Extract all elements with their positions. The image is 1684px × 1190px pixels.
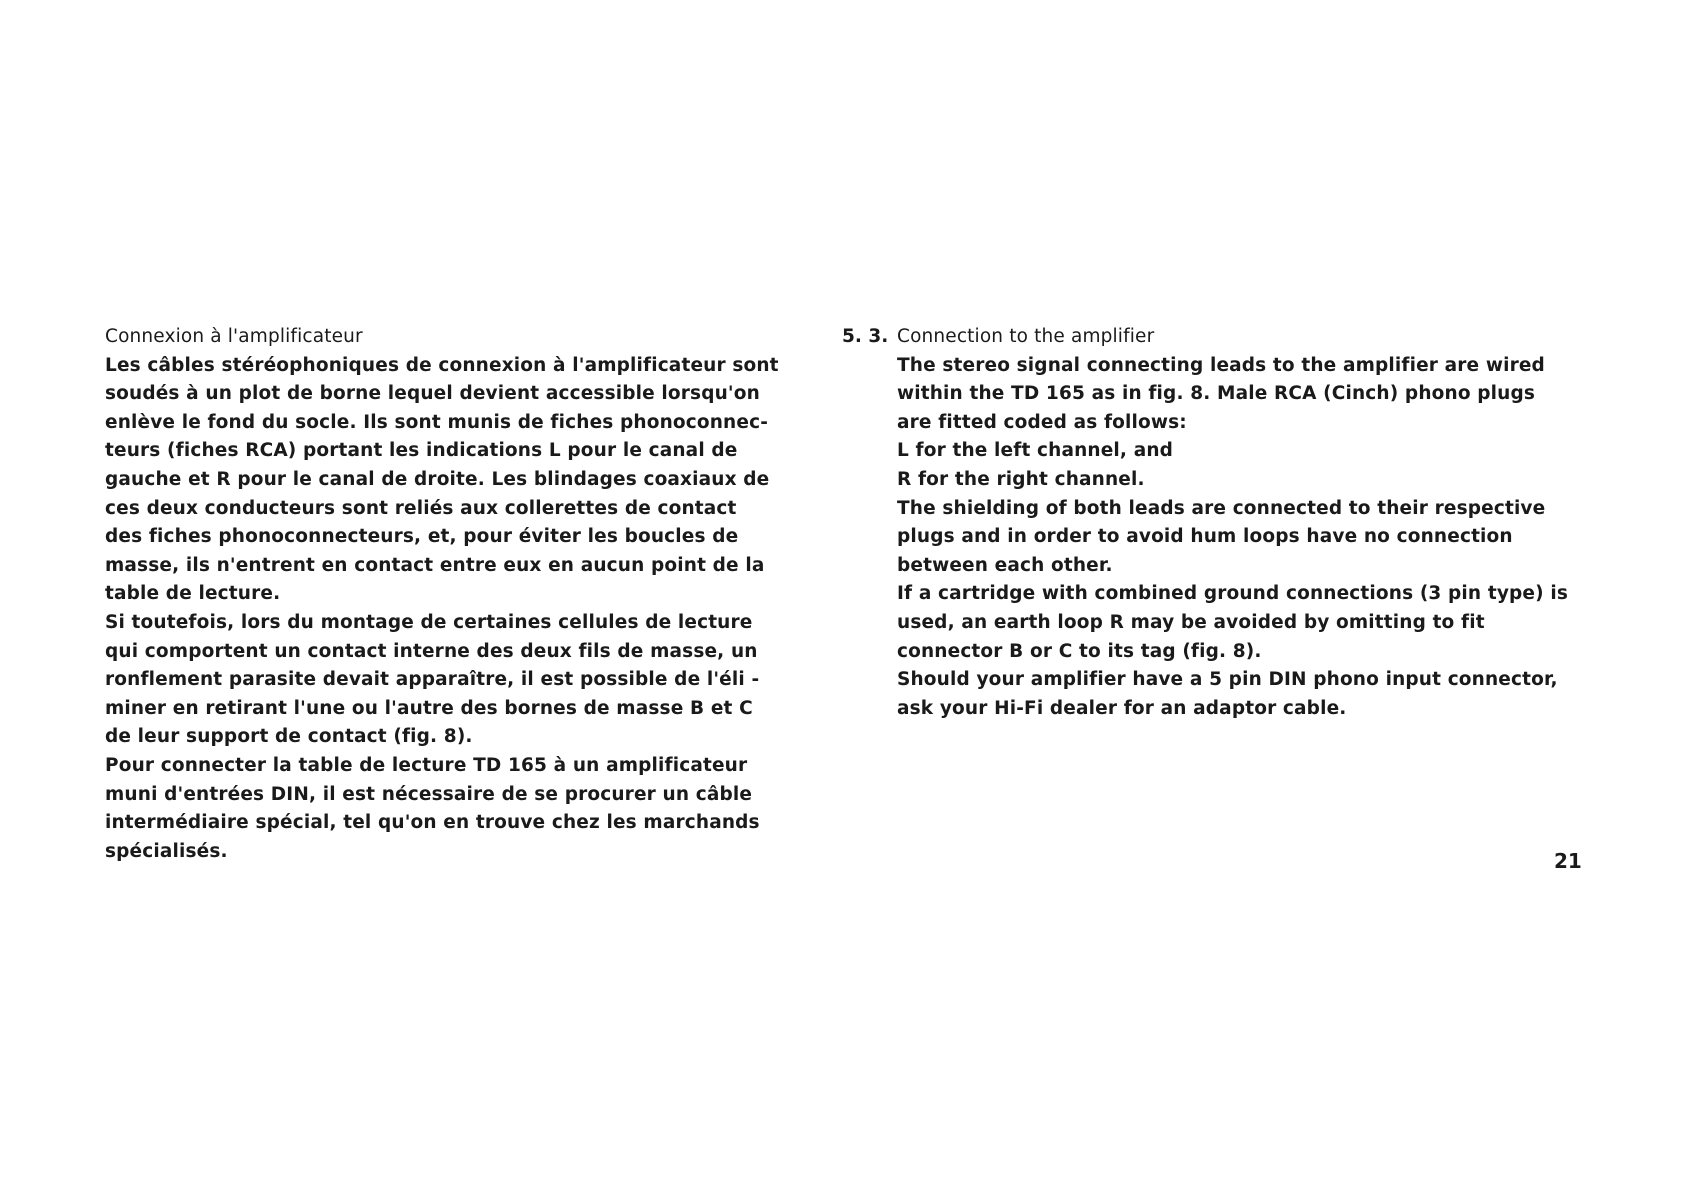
- english-line: used, an earth loop R may be avoided by omitting to fit: [897, 611, 1485, 633]
- english-line: connector B or C to its tag (fig. 8).: [897, 640, 1262, 662]
- french-line: teurs (fiches RCA) portant les indications L pour le canal de: [105, 440, 738, 462]
- french-line: enlève le fond du socle. Ils sont munis de fiches phonoconnec-: [105, 411, 769, 433]
- english-line: are fitted coded as follows:: [897, 411, 1187, 433]
- english-line: between each other.: [897, 554, 1113, 576]
- french-line: ronflement parasite devait apparaître, il est possible de l'éli -: [105, 669, 760, 691]
- english-line: ask your Hi-Fi dealer for an adaptor cable.: [897, 697, 1347, 719]
- english-line: The stereo signal connecting leads to the amplifier are wired: [897, 354, 1545, 376]
- english-line: within the TD 165 as in fig. 8. Male RCA (Cinch) phono plugs: [897, 383, 1536, 405]
- french-line: miner en retirant l'une ou l'autre des bornes de masse B et C: [105, 697, 753, 719]
- french-line: qui comportent un contact interne des deux fils de masse, un: [105, 640, 758, 662]
- english-heading: Connection to the amplifier: [897, 326, 1155, 347]
- page-number: 21: [1554, 849, 1582, 873]
- french-line: Les câbles stéréophoniques de connexion à l'amplificateur sont: [105, 354, 779, 376]
- french-line: Pour connecter la table de lecture TD 165 à un amplificateur: [105, 754, 748, 776]
- french-line: masse, ils n'entrent en contact entre eux en aucun point de la: [105, 554, 765, 576]
- french-line: muni d'entrées DIN, il est nécessaire de se procurer un câble: [105, 783, 753, 805]
- french-heading: Connexion à l'amplificateur: [105, 326, 363, 347]
- section-number: 5. 3.: [842, 326, 889, 347]
- french-line: ces deux conducteurs sont reliés aux collerettes de contact: [105, 497, 737, 519]
- english-line: If a cartridge with combined ground connections (3 pin type) is: [897, 583, 1568, 605]
- english-column: [897, 323, 1617, 723]
- english-line: L for the left channel, and: [897, 440, 1174, 462]
- french-line: de leur support de contact (fig. 8).: [105, 726, 473, 748]
- french-line: spécialisés.: [105, 840, 228, 862]
- french-line: intermédiaire spécial, tel qu'on en trouve chez les marchands: [105, 812, 760, 834]
- english-line: R for the right channel.: [897, 468, 1145, 490]
- english-line: Should your amplifier have a 5 pin DIN phono input connector,: [897, 669, 1558, 691]
- french-line: des fiches phonoconnecteurs, et, pour éviter les boucles de: [105, 526, 739, 548]
- french-line: table de lecture.: [105, 583, 281, 605]
- french-line: gauche et R pour le canal de droite. Les blindages coaxiaux de: [105, 468, 770, 490]
- french-line: soudés à un plot de borne lequel devient accessible lorsqu'on: [105, 383, 760, 405]
- english-line: plugs and in order to avoid hum loops have no connection: [897, 526, 1513, 548]
- french-column: [105, 323, 795, 866]
- english-line: The shielding of both leads are connected to their respective: [897, 497, 1546, 519]
- french-line: Si toutefois, lors du montage de certaines cellules de lecture: [105, 611, 753, 633]
